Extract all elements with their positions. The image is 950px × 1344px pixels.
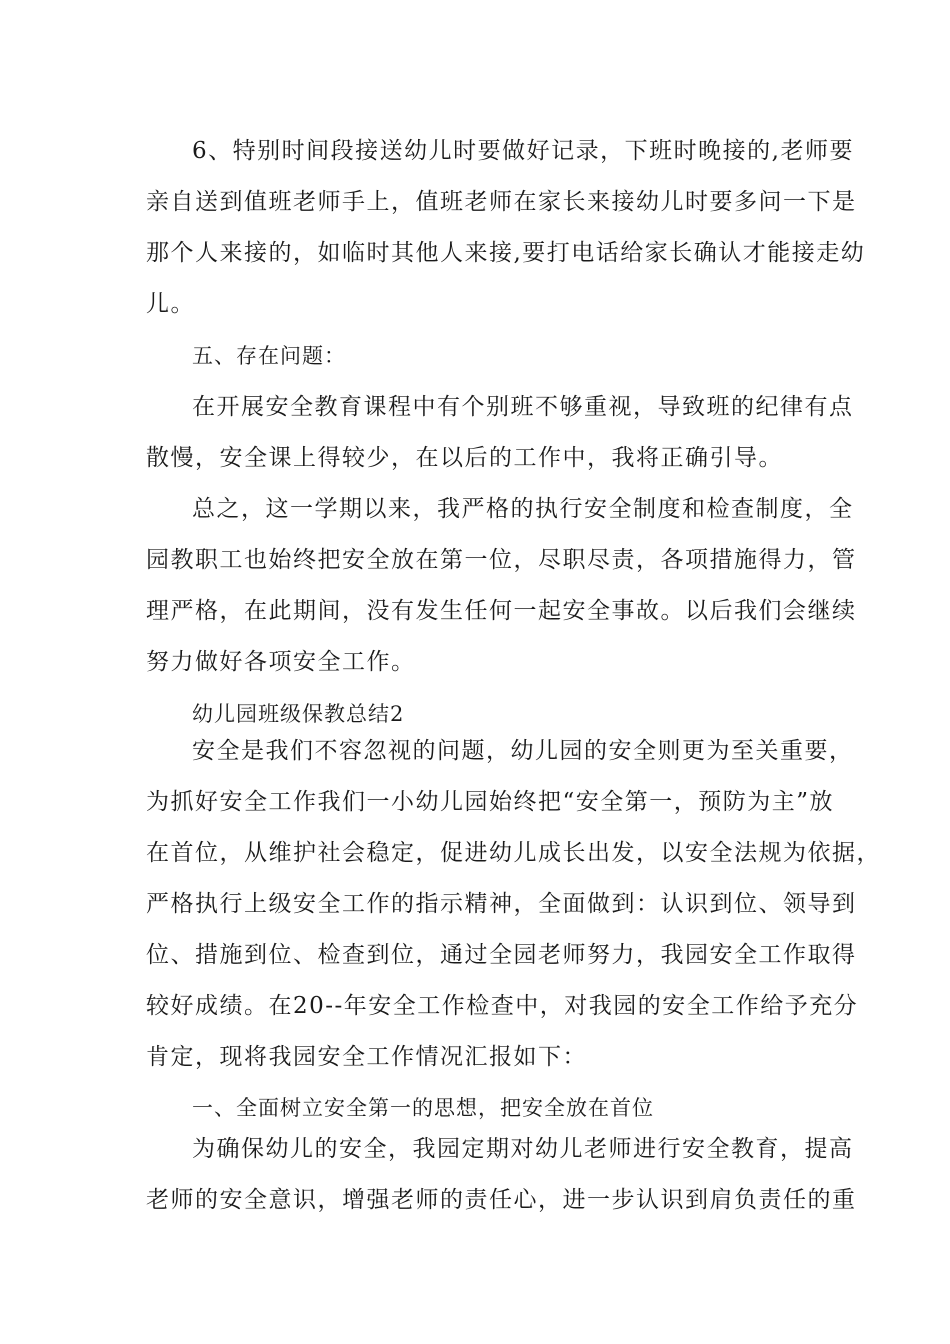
paragraph-line: 儿。 <box>146 291 195 317</box>
paragraph-line: 那个人来接的，如临时其他人来接,要打电话给家长确认才能接走幼 <box>146 240 866 266</box>
section-heading: 一、全面树立安全第一的思想，把安全放在首位 <box>192 1096 654 1120</box>
section-heading: 幼儿园班级保教总结2 <box>192 702 405 726</box>
paragraph-line: 园教职工也始终把安全放在第一位，尽职尽责，各项措施得力，管 <box>146 547 857 573</box>
paragraph-line: 较好成绩。在20--年安全工作检查中，对我园的安全工作给予充分 <box>146 993 859 1019</box>
section-heading: 五、存在问题： <box>192 344 346 368</box>
paragraph-line: 严格执行上级安全工作的指示精神，全面做到：认识到位、领导到 <box>146 891 857 917</box>
paragraph-line: 为确保幼儿的安全，我园定期对幼儿老师进行安全教育，提高 <box>192 1136 854 1162</box>
paragraph-line: 老师的安全意识，增强老师的责任心，进一步认识到肩负责任的重 <box>146 1187 857 1213</box>
paragraph-line: 理严格，在此期间，没有发生任何一起安全事故。以后我们会继续 <box>146 598 857 624</box>
paragraph-line: 总之，这一学期以来，我严格的执行安全制度和检查制度，全 <box>192 496 854 522</box>
paragraph-line: 散慢，安全课上得较少，在以后的工作中，我将正确引导。 <box>146 445 783 471</box>
paragraph-line: 肯定，现将我园安全工作情况汇报如下： <box>146 1044 587 1070</box>
paragraph-line: 安全是我们不容忽视的问题，幼儿园的安全则更为至关重要， <box>192 738 854 764</box>
paragraph-line: 在开展安全教育课程中有个别班不够重视，导致班的纪律有点 <box>192 394 854 420</box>
paragraph-line: 为抓好安全工作我们一小幼儿园始终把“安全第一，预防为主”放 <box>146 789 835 815</box>
paragraph-line: 努力做好各项安全工作。 <box>146 649 416 675</box>
paragraph-line: 亲自送到值班老师手上，值班老师在家长来接幼儿时要多问一下是 <box>146 189 857 215</box>
paragraph-line: 位、措施到位、检查到位，通过全园老师努力，我园安全工作取得 <box>146 942 857 968</box>
paragraph-line: 6、特别时间段接送幼儿时要做好记录，下班时晚接的,老师要 <box>192 138 854 164</box>
paragraph-line: 在首位，从维护社会稳定，促进幼儿成长出发，以安全法规为依据， <box>146 840 881 866</box>
